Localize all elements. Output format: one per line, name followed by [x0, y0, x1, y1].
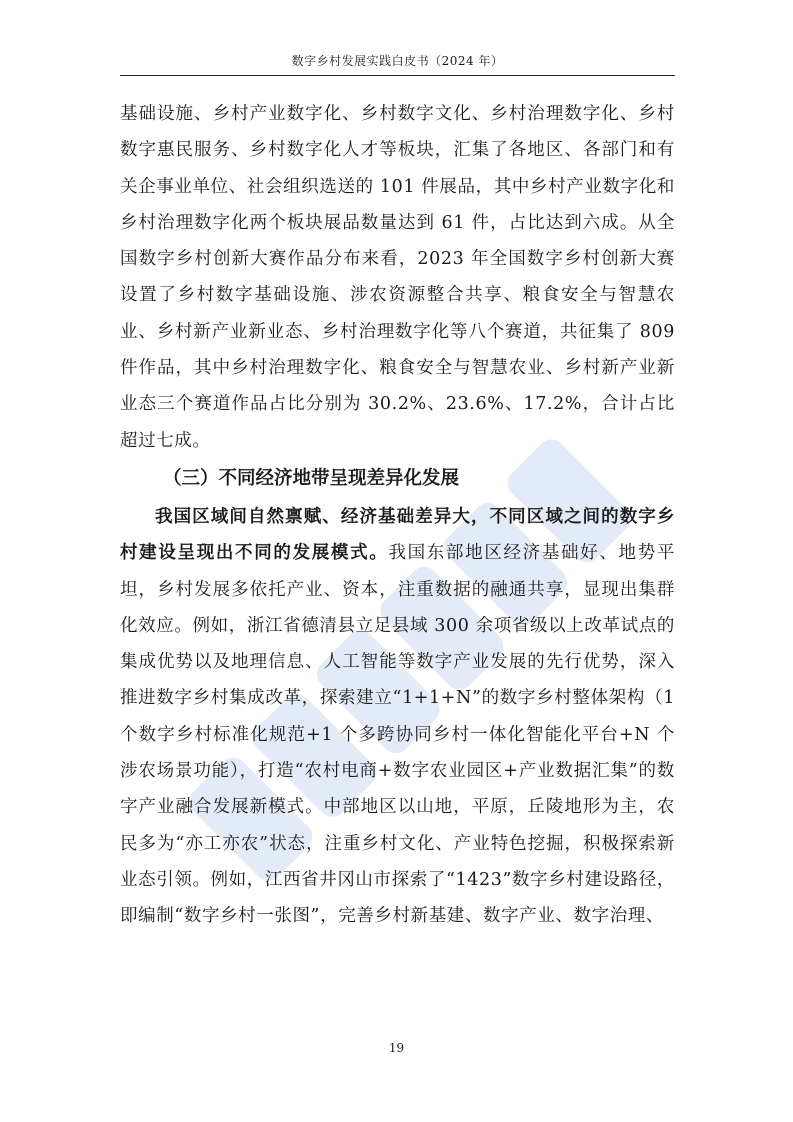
section-heading: （三）不同经济地带呈现差异化发展: [163, 467, 460, 489]
running-header: 数字乡村发展实践白皮书（2024 年）: [120, 52, 675, 76]
body-paragraph-2: [120, 499, 675, 935]
paragraph-2-text: 我国东部地区经济基础好、地势平坦，乡村发展多依托产业、资本，注重数据的融通共享，显现出集群化效应。例如，浙江省德清县立足县域 300 余项省级以上改革试点的集成优势以及地理信息、人工智能等数字产业发展的先行优势，深入推进数字乡村集成改革，探索建立“1+1+N”的数字乡村整体架构（1 个数字乡村标准化规范+1 个多跨协同乡村一体化智能化平台+N 个涉农场景功能），打造“农村电商+数字农业园区+产业数据汇集”的数字产业融合发展新模式。中部地区以山地，平原，丘陵地形为主，农民多为“亦工亦农”状态，注重乡村文化、产业特色挖掘，积极探索新业态引领。例如，江西省井冈山市探索了“1423”数字乡村建设路径，即编制“数字乡村一张图”，完善乡村新基建、数字产业、数字治理、: [120, 543, 675, 927]
page-number: 19: [388, 1041, 405, 1055]
page-body: [120, 96, 675, 935]
lead-sentence: 我国区域间自然禀赋、经济基础差异大，不同区域之间的数字乡村建设呈现出不同的发展模式。: [120, 506, 675, 564]
body-paragraph-1: 基础设施、乡村产业数字化、乡村数字文化、乡村治理数字化、乡村数字惠民服务、乡村数字化人才等板块，汇集了各地区、各部门和有关企事业单位、社会组织选送的 101 件展品，其中乡村产业数字化和乡村治理数字化两个板块展品数量达到 61 件，占比达到六成。从全国数字乡村创新大赛作品分布来看，2023 年全国数字乡村创新大赛设置了乡村数字基础设施、涉农资源整合共享、粮食安全与智慧农业、乡村新产业新业态、乡村治理数字化等八个赛道，共征集了 809 件作品，其中乡村治理数字化、粮食安全与智慧农业、乡村新产业新业态三个赛道作品占比分别为 30.2%、23.6%、17.2%，合计占比超过七成。: [120, 104, 675, 451]
